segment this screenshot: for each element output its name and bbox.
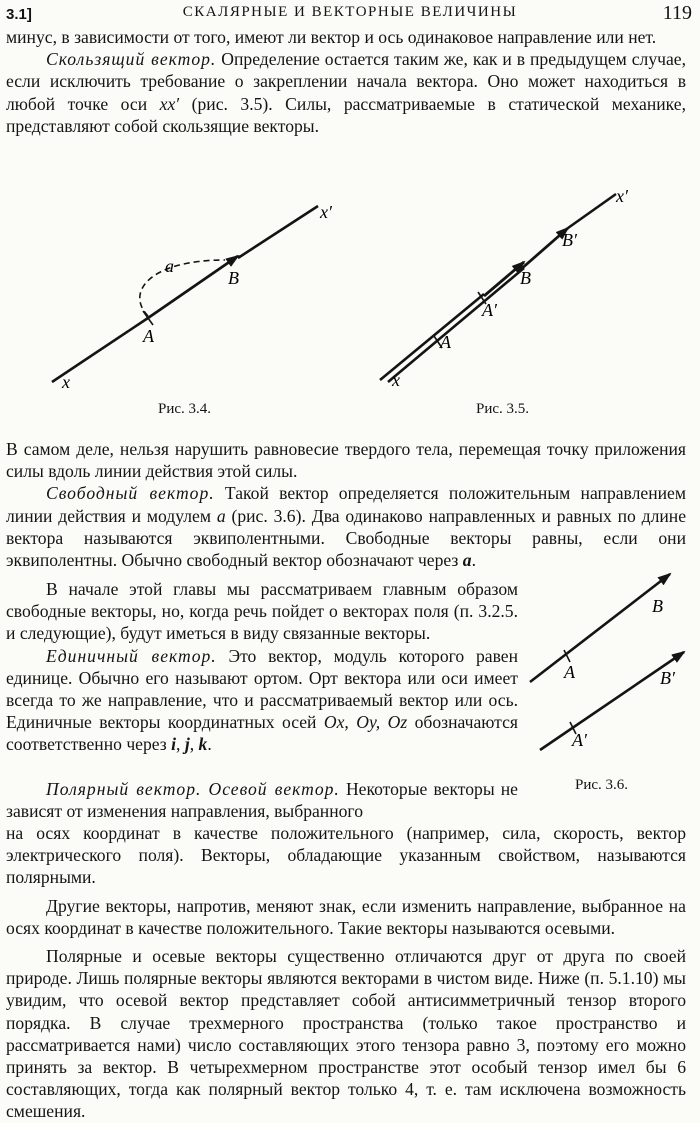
paragraph-unit-vector <box>6 645 518 756</box>
paragraph-free-vector <box>6 482 686 571</box>
paragraph-axial: Другие векторы, напротив, меняют знак, если изменить направление, выбранное на осях координат в качестве положительного. Такие векторы называются осевыми. <box>6 895 686 938</box>
paragraph-polar-axial: Полярные и осевые векторы существенно отличаются друг от друга по своей природе. Лишь полярные векторы являются векторами в чистом виде. Ниже (п. 5.1.10) мы увидим, что осевой вектор представляет собой антисимметричный тензор второго порядка. В случае трехмерного пространства (только такое пространство и рассматривается нами) число составляющих этого тензора равно 3, поэтому его можно принять за вектор. В четырехмерном пространстве этот особый тензор имел бы 6 составляющих, тогда как полярный вектор только 4, т. е. там исключена возможность смешения. <box>6 946 686 1122</box>
vector-arrow-B <box>484 262 524 296</box>
label-x: x <box>62 372 70 392</box>
term-sliding-vector: Скользящий вектор. <box>46 49 217 70</box>
caption-fig-3-6: Рис. 3.6. <box>575 777 629 793</box>
vector-AB-prime <box>520 228 568 270</box>
unit-k: k <box>198 734 208 755</box>
label-A-prime: A′ <box>482 300 497 320</box>
figure-3-4 <box>52 202 333 392</box>
label-A-prime: A′ <box>572 730 587 750</box>
section-number: 3.1] <box>6 6 32 23</box>
term-polar-vector: Полярный вектор. Осевой вектор. <box>46 779 340 799</box>
axis-line-ext <box>238 206 318 258</box>
unit-i: i <box>171 734 177 755</box>
axes-names: Ox, Oy, Oz <box>323 712 408 733</box>
figures-3-4-3-5 <box>0 180 700 420</box>
figure-3-6 <box>520 560 700 770</box>
var-xx: xx′ <box>159 93 180 114</box>
unit-end: . <box>207 734 212 755</box>
free-text-2: (рис. 3.6). Два одинаково направленных и равных по длине вектора называются эквиполентными. Свободные векторы равны, если они эквиполентны. Обычно свободный вектор обозначают через <box>6 505 687 571</box>
paragraph-polar-vector <box>6 778 518 822</box>
unit-text-2: обозначаются соответственно через <box>6 712 518 755</box>
label-B-prime: B′ <box>660 668 675 688</box>
sliding-text: Определение остается таким же, как и в предыдущем случае, если исключить требование о закреплении начала вектора. Оно может находиться в любой точке оси <box>6 49 687 114</box>
caption-fig-3-5: Рис. 3.5. <box>476 401 530 417</box>
axis-segment <box>380 294 484 380</box>
unit-text-1: Это вектор, модуль которого равен единице. Обычно его называют ортом. Орт вектора или оси имеет всегда то же направление, что и рассматриваемый вектор или ось. Единичные векторы координатных осей <box>6 645 519 733</box>
term-free-vector: Свободный вектор. <box>46 483 215 504</box>
free-text-3: . <box>471 550 476 571</box>
label-B-prime: B′ <box>562 230 577 250</box>
figure-3-5 <box>380 186 629 390</box>
label-B: B <box>228 268 239 288</box>
paragraph-sliding-vector <box>6 48 686 137</box>
label-x-prime: x′ <box>320 202 332 222</box>
var-a-bold: a <box>462 550 472 571</box>
label-A: A <box>564 662 575 682</box>
free-text-1: Такой вектор определяется положительным направлением линии действия и модулем <box>6 483 686 526</box>
paragraph-polar-continued: на осях координат в качестве положительного (например, сила, скорость, вектор электрического поля). Векторы, обладающие указанным свойством, называются полярными. <box>6 823 686 888</box>
tick-A <box>143 311 153 325</box>
dashed-arc-a <box>140 260 225 316</box>
sep-2: , <box>189 734 199 755</box>
label-x: x <box>392 370 400 390</box>
label-A: A <box>440 332 451 352</box>
sep-1: , <box>176 734 185 755</box>
top-text <box>6 26 686 137</box>
running-head: СКАЛЯРНЫЕ И ВЕКТОРНЫЕ ВЕЛИЧИНЫ <box>182 4 518 20</box>
paragraph-continuation: минус, в зависимости от того, имеют ли вектор и ось одинаковое направление или нет. <box>6 27 657 47</box>
polar-text-lead: Некоторые векторы не зависят от изменения направления, выбранного <box>6 779 518 822</box>
axis-line <box>388 268 524 382</box>
sliding-text-2: (рис. 3.5). Силы, рассматриваемые в статической механике, представляют собой скользящие векторы. <box>6 93 686 136</box>
label-x-prime: x′ <box>616 186 628 206</box>
term-unit-vector: Единичный вектор. <box>46 645 217 666</box>
label-A: A <box>143 326 154 346</box>
vector-AB <box>530 574 670 682</box>
var-a: a <box>216 505 226 526</box>
caption-fig-3-4: Рис. 3.4. <box>158 401 212 417</box>
unit-j: j <box>184 734 190 755</box>
vector-A-prime-B-prime <box>540 652 684 750</box>
page-number: 119 <box>662 2 692 24</box>
polar-start <box>6 778 518 822</box>
label-B: B <box>520 268 531 288</box>
middle-text <box>6 438 686 571</box>
paragraph-chapter: В начале этой главы мы рассматриваем главным образом свободные векторы, но, когда речь пойдет о векторах поля (п. 3.2.5. и следующие), будут иметься в виду связанные векторы. <box>6 579 518 644</box>
axis-line-ext <box>568 194 616 228</box>
vector-AB <box>148 256 238 318</box>
lower-text <box>6 822 686 1123</box>
paragraph-equilibrium: В самом деле, нельзя нарушить равновесие твердого тела, перемещая точку приложения силы вдоль линии действия этой силы. <box>6 439 686 482</box>
narrow-text <box>6 578 518 756</box>
label-a: a <box>165 256 174 276</box>
label-B: B <box>652 596 663 616</box>
